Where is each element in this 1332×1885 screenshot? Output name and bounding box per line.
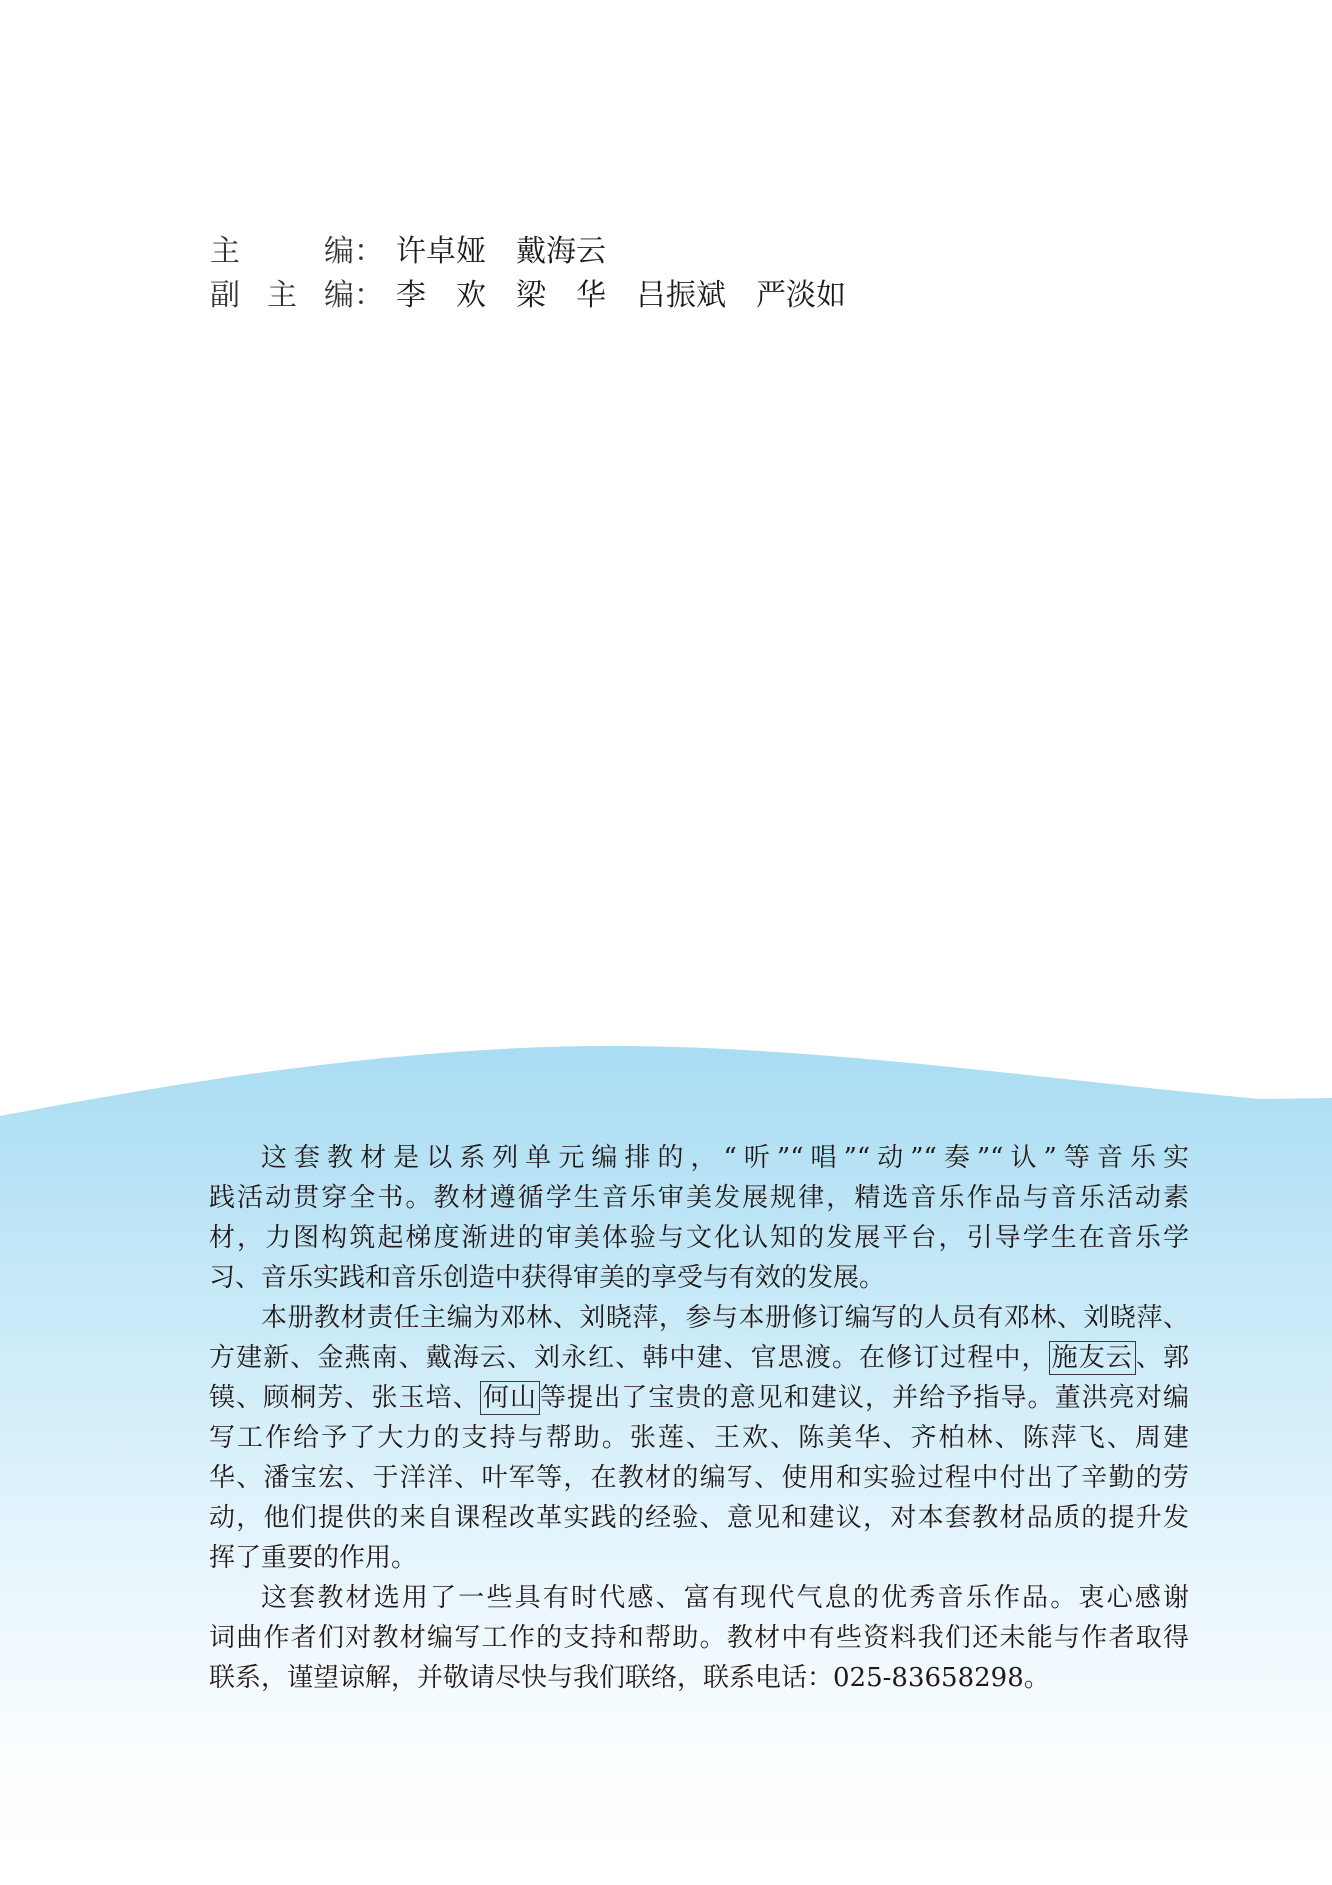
paragraph (209, 1138, 1189, 1298)
boxed-name: 施友云 (1049, 1341, 1136, 1375)
text-line: 践活动贯穿全书。教材遵循学生音乐审美发展规律，精选音乐作品与音乐活动素 (209, 1183, 1189, 1213)
paragraph (209, 1298, 1189, 1578)
text-line (209, 1378, 1189, 1418)
text-line: 挥了重要的作用。 (209, 1543, 418, 1573)
chief-editor-names (396, 230, 606, 274)
deputy-editor-label (210, 274, 354, 318)
text-segment: 镆、顾桐芳、张玉培、 (209, 1383, 480, 1413)
text-segment: 方建新、金燕南、戴海云、刘永红、韩中建、官思渡。在修订过程中， (209, 1343, 1049, 1373)
text-segment: 、郭 (1135, 1343, 1189, 1373)
paragraph (209, 1578, 1189, 1698)
label-char: 副 (210, 278, 240, 313)
chief-editor-label (210, 230, 354, 274)
editor-name: 李 欢 (396, 278, 486, 313)
chief-editor-row (210, 230, 846, 274)
label-char: 编 (324, 234, 354, 269)
editor-name: 戴海云 (516, 234, 606, 269)
editor-credits (210, 230, 846, 318)
text-line: 本册教材责任主编为邓林、刘晓萍，参与本册修订编写的人员有邓林、刘晓萍、 (261, 1303, 1189, 1333)
deputy-editor-row (210, 274, 846, 318)
label-char: 编 (324, 278, 354, 313)
deputy-editor-names (396, 274, 846, 318)
text-line: 动，他们提供的来自课程改革实践的经验、意见和建议，对本套教材品质的提升发 (209, 1503, 1189, 1533)
label-colon: ： (354, 278, 384, 313)
label-colon: ： (354, 234, 384, 269)
text-line: 习、音乐实践和音乐创造中获得审美的享受与有效的发展。 (209, 1263, 886, 1293)
text-line: 词曲作者们对教材编写工作的支持和帮助。教材中有些资料我们还未能与作者取得 (209, 1623, 1189, 1653)
editor-name: 严淡如 (756, 278, 846, 313)
preface-text (209, 1138, 1189, 1698)
text-line (209, 1338, 1189, 1378)
text-line: 写工作给予了大力的支持与帮助。张莲、王欢、陈美华、齐柏林、陈萍飞、周建 (209, 1423, 1189, 1453)
text-segment: 等提出了宝贵的意见和建议，并给予指导。董洪亮对编 (540, 1383, 1189, 1413)
editor-name: 梁 华 (516, 278, 606, 313)
text-line: 华、潘宝宏、于洋洋、叶军等，在教材的编写、使用和实验过程中付出了辛勤的劳 (209, 1463, 1189, 1493)
text-line: 材，力图构筑起梯度渐进的审美体验与文化认知的发展平台，引导学生在音乐学 (209, 1223, 1189, 1253)
editor-name: 许卓娅 (396, 234, 486, 269)
text-line: 这套教材选用了一些具有时代感、富有现代气息的优秀音乐作品。衷心感谢 (261, 1583, 1189, 1613)
text-line: 这套教材是以系列单元编排的，“听”“唱”“动”“奏”“认”等音乐实 (261, 1143, 1189, 1173)
editor-name: 吕振斌 (636, 278, 726, 313)
label-char: 主 (210, 234, 240, 269)
label-char: 主 (267, 278, 297, 313)
boxed-name: 何山 (480, 1381, 540, 1415)
text-line: 联系，谨望谅解，并敬请尽快与我们联络，联系电话：025-83658298。 (209, 1663, 1050, 1693)
